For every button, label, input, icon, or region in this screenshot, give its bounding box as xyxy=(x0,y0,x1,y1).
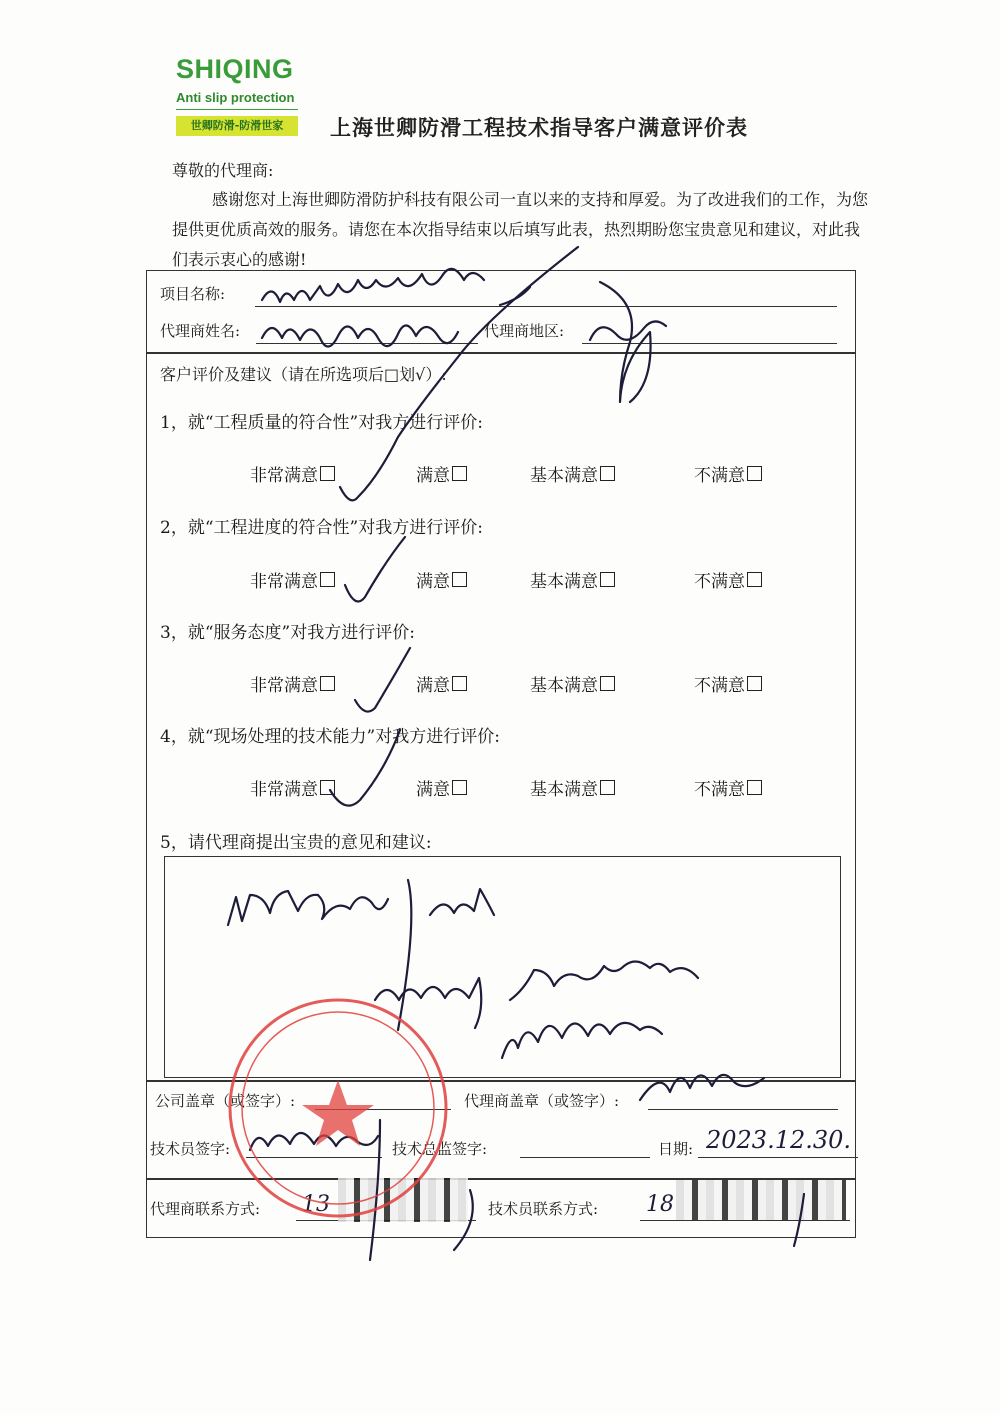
divider-line xyxy=(146,352,856,354)
q4-option-very-satisfied[interactable]: 非常满意 xyxy=(250,775,335,800)
checkbox[interactable] xyxy=(600,466,615,481)
checkbox[interactable] xyxy=(452,466,467,481)
agent-name-field[interactable] xyxy=(256,343,478,344)
logo-divider xyxy=(176,109,298,110)
divider-line xyxy=(146,1080,856,1082)
q4-option-unsatisfied[interactable]: 不满意 xyxy=(694,775,762,800)
tech-sign-field[interactable] xyxy=(246,1157,382,1158)
checkbox[interactable] xyxy=(747,466,762,481)
checkbox[interactable] xyxy=(600,572,615,587)
redaction-blur xyxy=(676,1180,846,1220)
tech-contact-label: 技术员联系方式: xyxy=(488,1200,599,1218)
tech-director-label: 技术总监签字: xyxy=(392,1140,488,1158)
tech-contact-value: 18 xyxy=(646,1192,674,1217)
q1-option-satisfied[interactable]: 满意 xyxy=(416,461,467,486)
suggestion-label: 5，请代理商提出宝贵的意见和建议: xyxy=(160,833,432,853)
checkbox[interactable] xyxy=(320,466,335,481)
document-title: 上海世卿防滑工程技术指导客户满意评价表 xyxy=(330,115,748,140)
checkbox[interactable] xyxy=(320,780,335,795)
question-4-text: 4，就“现场处理的技术能力”对我方进行评价: xyxy=(160,727,500,747)
date-value: 2023.12.30. xyxy=(706,1126,852,1154)
company-seal-field[interactable] xyxy=(315,1109,451,1110)
q3-option-unsatisfied[interactable]: 不满意 xyxy=(694,671,762,696)
date-label: 日期: xyxy=(658,1140,694,1158)
checkbox[interactable] xyxy=(320,572,335,587)
agent-contact-value: 13 xyxy=(302,1192,330,1217)
checkbox[interactable] xyxy=(600,780,615,795)
q1-option-very-satisfied[interactable]: 非常满意 xyxy=(250,461,335,486)
tech-contact-field[interactable] xyxy=(640,1220,850,1221)
redaction-blur xyxy=(338,1178,468,1222)
intro-paragraph: 感谢您对上海世卿防滑防护科技有限公司一直以来的支持和厚爱。为了改进我们的工作，为您提供更优质高效的服务。请您在本次指导结束以后填写此表，热烈期盼您宝贵意见和建议，对此我们表示衷心的感谢! xyxy=(172,190,869,269)
q2-option-unsatisfied[interactable]: 不满意 xyxy=(694,567,762,592)
agent-seal-field[interactable] xyxy=(648,1109,838,1110)
checkbox[interactable] xyxy=(452,676,467,691)
q3-option-basic[interactable]: 基本满意 xyxy=(530,671,615,696)
agent-region-label: 代理商地区: xyxy=(484,322,565,340)
q3-option-satisfied[interactable]: 满意 xyxy=(416,671,467,696)
question-1-text: 1，就“工程质量的符合性”对我方进行评价: xyxy=(160,413,483,433)
checkbox[interactable] xyxy=(747,572,762,587)
project-name-label: 项目名称: xyxy=(160,285,226,303)
q1-option-basic[interactable]: 基本满意 xyxy=(530,461,615,486)
salutation: 尊敬的代理商: xyxy=(172,161,274,180)
agent-region-field[interactable] xyxy=(582,343,837,344)
agent-contact-label: 代理商联系方式: xyxy=(150,1200,261,1218)
q4-option-satisfied[interactable]: 满意 xyxy=(416,775,467,800)
q3-option-very-satisfied[interactable]: 非常满意 xyxy=(250,671,335,696)
question-2-text: 2，就“工程进度的符合性”对我方进行评价: xyxy=(160,518,483,538)
checkbox[interactable] xyxy=(600,676,615,691)
tech-sign-label: 技术员签字: xyxy=(150,1140,231,1158)
checkbox[interactable] xyxy=(320,676,335,691)
agent-seal-label: 代理商盖章（或签字）: xyxy=(464,1092,620,1110)
company-seal-label: 公司盖章（或签字）: xyxy=(155,1092,296,1110)
project-name-field[interactable] xyxy=(255,306,837,307)
q2-option-satisfied[interactable]: 满意 xyxy=(416,567,467,592)
agent-name-label: 代理商姓名: xyxy=(160,322,241,340)
suggestion-box[interactable] xyxy=(164,856,841,1078)
q4-option-basic[interactable]: 基本满意 xyxy=(530,775,615,800)
q2-option-very-satisfied[interactable]: 非常满意 xyxy=(250,567,335,592)
q1-option-unsatisfied[interactable]: 不满意 xyxy=(694,461,762,486)
logo-brand: SHIQING xyxy=(176,54,294,84)
checkbox[interactable] xyxy=(747,780,762,795)
checkbox[interactable] xyxy=(452,780,467,795)
logo-tagline: Anti slip protection xyxy=(176,90,295,105)
evaluation-label: 客户评价及建议（请在所选项后□划√）: xyxy=(160,365,447,384)
tech-director-field[interactable] xyxy=(520,1157,650,1158)
logo-banner: 世卿防滑-防滑世家 xyxy=(176,116,298,136)
date-field[interactable] xyxy=(698,1157,858,1158)
question-3-text: 3，就“服务态度”对我方进行评价: xyxy=(160,623,415,643)
checkbox[interactable] xyxy=(452,572,467,587)
q2-option-basic[interactable]: 基本满意 xyxy=(530,567,615,592)
checkbox[interactable] xyxy=(747,676,762,691)
